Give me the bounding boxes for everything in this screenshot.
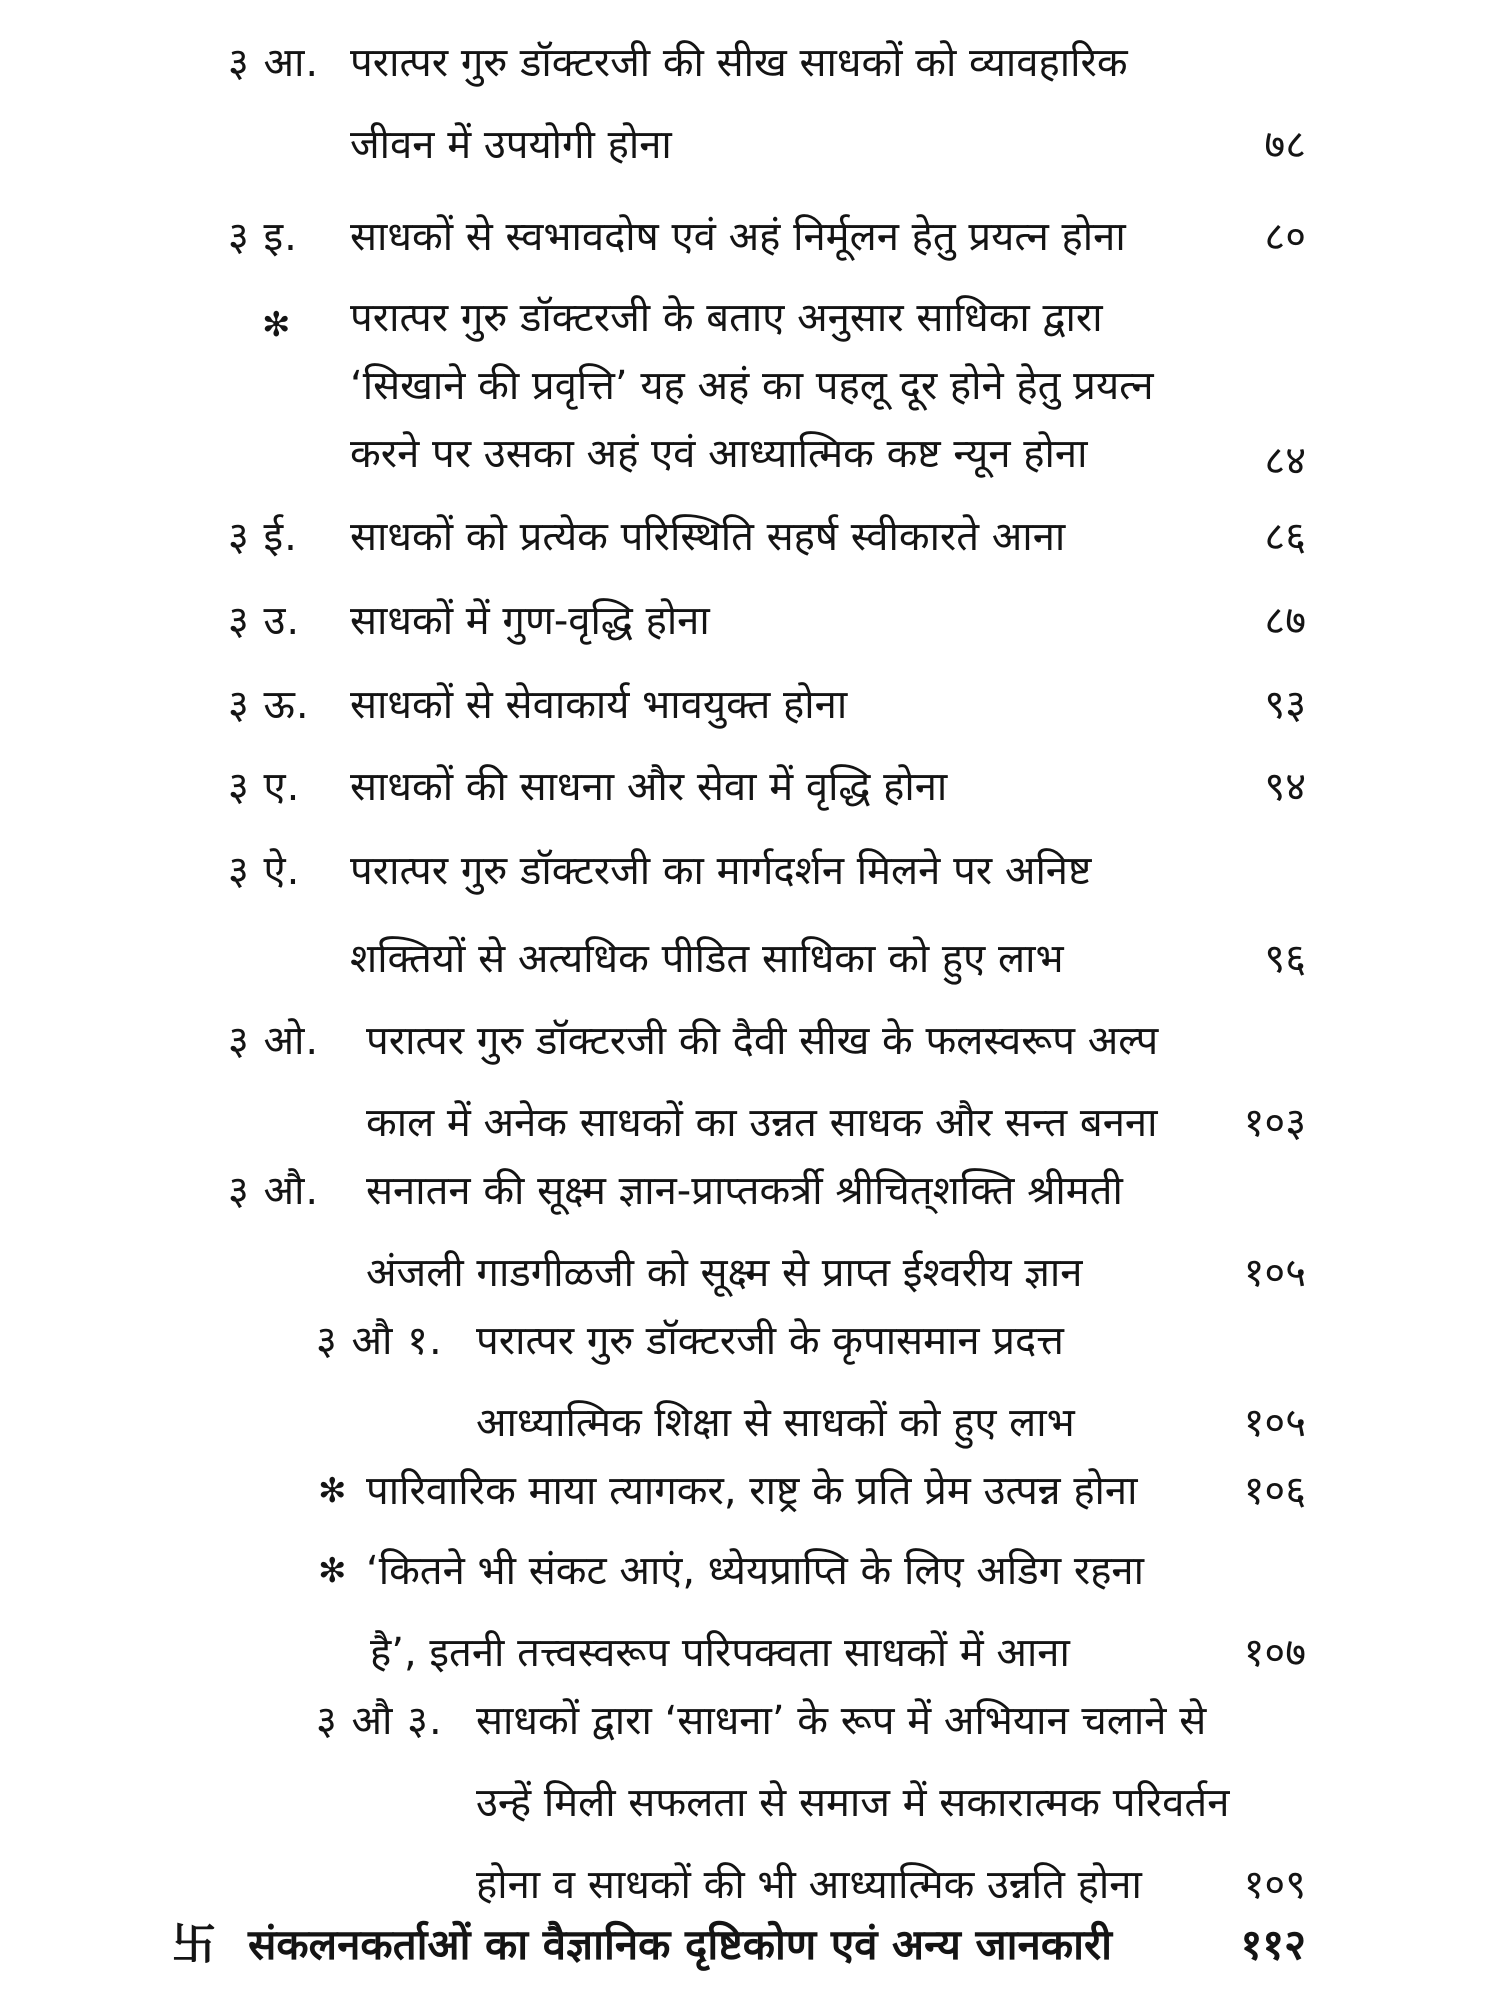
entry-number: ३ औ १. <box>316 1318 443 1364</box>
entry-number: ३ औ ३. <box>316 1698 443 1744</box>
entry-line: परात्पर गुरु डॉक्टरजी की सीख साधकों को व्यावहारिक <box>350 40 1128 86</box>
entry-number: ३ इ. <box>228 214 298 260</box>
entry-page-number: ८४ <box>1264 438 1306 484</box>
entry-page-number: १०३ <box>1243 1100 1306 1146</box>
entry-line: साधकों से सेवाकार्य भावयुक्त होना <box>350 682 848 728</box>
entry-number: ३ ऐ. <box>228 848 301 894</box>
final-entry-text: संकलनकर्ताओं का वैज्ञानिक दृष्टिकोण एवं अन्य जानकारी <box>248 1920 1113 1969</box>
entry-page-number: १०५ <box>1243 1250 1306 1296</box>
entry-page-number: १०५ <box>1243 1400 1306 1446</box>
entry-page-number: १०७ <box>1243 1630 1306 1676</box>
entry-number: ३ ई. <box>228 514 298 560</box>
entry-line: परात्पर गुरु डॉक्टरजी के कृपासमान प्रदत्त <box>476 1318 1064 1364</box>
entry-line: आध्यात्मिक शिक्षा से साधकों को हुए लाभ <box>476 1400 1075 1446</box>
entry-text <box>350 664 847 746</box>
entry-line: पारिवारिक माया त्यागकर, राष्ट्र के प्रति प्रेम उत्पन्न होना <box>366 1468 1138 1514</box>
final-entry-page-number: ११२ <box>1240 1920 1306 1969</box>
entry-line: होना व साधकों की भी आध्यात्मिक उन्नति होना <box>476 1862 1142 1908</box>
entry-line: काल में अनेक साधकों का उन्नत साधक और सन्त बनना <box>366 1100 1158 1146</box>
entry-text <box>366 1150 1123 1314</box>
entry-line: ‘सिखाने की प्रवृत्ति’ यह अहं का पहलू दूर होने हेतु प्रयत्न <box>350 363 1154 409</box>
entry-number: ३ ऊ. <box>228 682 310 728</box>
entry-line: साधकों से स्वभावदोष एवं अहं निर्मूलन हेतु प्रयत्न होना <box>350 214 1126 260</box>
entry-number: ३ उ. <box>228 598 301 644</box>
entry-line: साधकों को प्रत्येक परिस्थिति सहर्ष स्वीकारते आना <box>350 514 1066 560</box>
entry-page-number: ९६ <box>1264 936 1306 982</box>
swastika-icon: 卐 <box>172 1919 216 1970</box>
entry-text <box>366 1000 1158 1164</box>
entry-line: सनातन की सूक्ष्म ज्ञान-प्राप्तकर्त्री श्रीचित्‌शक्ति श्रीमती <box>366 1168 1123 1214</box>
entry-line: करने पर उसका अहं एवं आध्यात्मिक कष्ट न्यून होना <box>350 431 1088 477</box>
entry-line: शक्तियों से अत्यधिक पीडित साधिका को हुए लाभ <box>350 936 1064 982</box>
entry-page-number: ९३ <box>1264 682 1306 728</box>
entry-line: साधकों द्वारा ‘साधना’ के रूप में अभियान चलाने से <box>476 1698 1207 1744</box>
entry-page-number: ८० <box>1264 214 1306 260</box>
entry-line: उन्हें मिली सफलता से समाज में सकारात्मक परिवर्तन <box>476 1780 1230 1826</box>
entry-page-number: ९४ <box>1264 764 1306 810</box>
entry-line: साधकों में गुण-वृद्धि होना <box>350 598 710 644</box>
entry-text <box>350 746 947 828</box>
entry-page-number: १०६ <box>1243 1468 1306 1514</box>
entry-page-number: ८६ <box>1264 514 1306 560</box>
entry-line: साधकों की साधना और सेवा में वृद्धि होना <box>350 764 948 810</box>
entry-text <box>366 1530 1144 1694</box>
entry-line: जीवन में उपयोगी होना <box>350 122 672 168</box>
entry-text <box>366 1450 1137 1532</box>
asterisk-bullet-icon: ✻ <box>262 305 292 345</box>
entry-text <box>350 580 710 662</box>
entry-text <box>350 196 1126 278</box>
entry-page-number: १०९ <box>1243 1862 1306 1908</box>
entry-line: है’, इतनी तत्त्वस्वरूप परिपक्वता साधकों में आना <box>370 1630 1070 1676</box>
entry-number: ३ औ. <box>228 1168 320 1214</box>
entry-text <box>350 22 1128 186</box>
entry-line: ‘कितने भी संकट आएं, ध्येयप्राप्ति के लिए अडिग रहना <box>366 1548 1144 1594</box>
entry-number: ३ ओ. <box>228 1018 320 1064</box>
entry-text <box>350 496 1065 578</box>
entry-text <box>476 1680 1229 1926</box>
entry-number: ३ आ. <box>228 40 320 86</box>
entry-line: परात्पर गुरु डॉक्टरजी का मार्गदर्शन मिलने पर अनिष्ट <box>350 848 1092 894</box>
entry-page-number: ७८ <box>1264 122 1306 168</box>
entry-text <box>350 284 1154 488</box>
entry-number: ३ ए. <box>228 764 301 810</box>
entry-text <box>476 1300 1075 1464</box>
entry-line: अंजली गाडगीळजी को सूक्ष्म से प्राप्त ईश्वरीय ज्ञान <box>366 1250 1083 1296</box>
entry-page-number: ८७ <box>1264 598 1306 644</box>
entry-text <box>350 830 1091 1000</box>
entry-line: परात्पर गुरु डॉक्टरजी के बताए अनुसार साधिका द्वारा <box>350 295 1103 341</box>
asterisk-bullet-icon: ✻ <box>318 1551 348 1591</box>
entry-line: परात्पर गुरु डॉक्टरजी की दैवी सीख के फलस्वरूप अल्प <box>366 1018 1159 1064</box>
asterisk-bullet-icon: ✻ <box>318 1471 348 1511</box>
